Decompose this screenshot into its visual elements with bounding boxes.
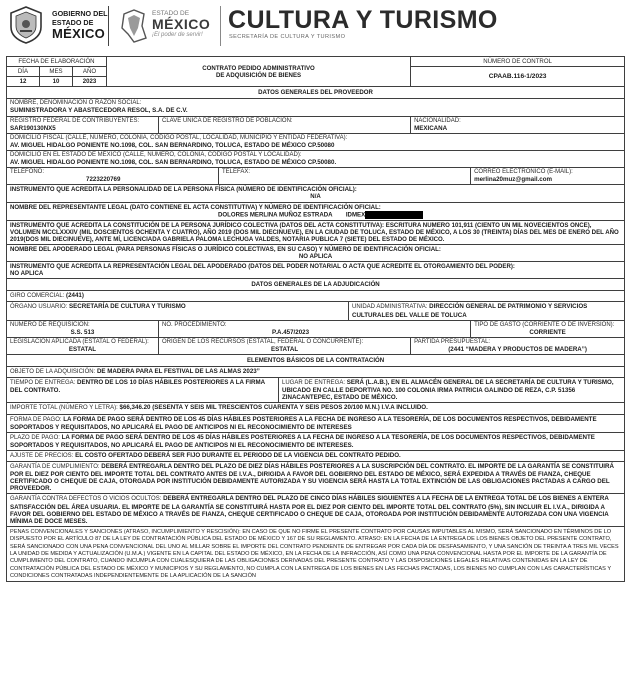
section-contratacion: ELEMENTOS BÁSICOS DE LA CONTRATACIÓN [7,355,625,367]
numero-control-label: NÚMERO DE CONTROL [411,57,625,67]
apoderado-legal: NOMBRE DEL APODERADO LEGAL (PARA PERSONAS FÍSICAS O JURÍDICO COLECTIVAS, EN SU CASO) Y NÚMERO DE IDENTIFICACIÓN OFICIAL: NO APLICA [7,244,625,261]
garantia-vicios-ocultos: GARANTÍA CONTRA DEFECTOS O VICIOS OCULTOS: DEBERÁ ENTREGARLA DENTRO DEL PLAZO DE CINCO DÍAS HÁBILES SIGUIENTES A LA FECHA DE LA ENTREGA TOTAL DE LOS BIENES A ENTERA SATISFACCIÓN DEL ÁREA USUARIA. EL IMPORTE DE LA GARANTÍA SE CONSTITUIRÁ HASTA POR EL DIEZ POR CIENTO DEL IMPORTE TOTAL DEL CONTRATO (5%), SIN INCLUIR EL I.V.A., DIRIGIDA A FAVOR DEL GOBIERNO DEL ESTADO DE MÉXICO A TRAVÉS DE FIANZA, CHEQUE CERTIFICADO O CHEQUE DE CAJA, OTORGADA POR INSTITUCIÓN DEBIDAMENTE AUTORIZADA CON UNA VIGENCIA MÍNIMA DE DOCE MESES. [7,494,625,526]
state-seal-icon [8,5,44,45]
penas-convencionales: PENAS CONVENCIONALES Y SANCIONES (ATRASO, INCUMPLIMIENTO Y RESCISIÓN): EN CASO DE QUE NO FIRME EL PRESENTE CONTRATO POR CAUSAS IMPUTABLES AL MISMO, SERÁ SANCIONADO EN TÉRMINOS DE LO DISPUESTO POR EL ARTÍCULO 87 DE LA LEY DE CONTRATACIÓN PÚBLICA DEL ESTADO DE MÉXICO Y 167 DE SU REGLAMENTO. ATRASO: EN LA FECHA DE LA ENTREGA DE LOS BIENES OBJETO DEL PRESENTE CONTRATO, SERÁ SANCIONADO CON UNA PENA CONVENCIONAL DEL UNO AL MILLAR SOBRE EL IMPORTE DEL CONTRATO PENDIENTE DE ENTREGAR POR CADA DÍA DE DESFASAMIENTO, Y UNA SANCIÓN DE TREINTA A TRES MIL VECES LA UNIDAD DE MEDIDA Y ACTUALIZACIÓN (U.M.A.) VIGENTE EN LA CAPITAL DEL ESTADO DE MÉXICO, EN LA FECHA DE LA INFRACCIÓN, ASÍ COMO UNA PENA CONVENCIONAL HASTA POR EL IMPORTE DE LA GARANTÍA DE CUMPLIMIENTO DEL CONTRATO, CUANDO INCUMPLA CON CUALESQUIERA DE LAS OBLIGACIONES DERIVADAS DEL PRESENTE CONTRATO Y LAS DISPOSICIONES LEGALES RELATIVAS CONTENIDAS EN LA LEY DE CONTRATACIÓN PÚBLICA DEL ESTADO DE MÉXICO Y MUNICIPIOS Y SU REGLAMENTO, NO CUMPLA CON LA ENTREGA DE LOS BIENES EN LAS FECHAS PACTADAS, LOS BIENES NO CUMPLAN CON LAS CARACTERÍSTICAS Y CONDICIONES CONTRATADAS INDEPENDIENTEMENTE DE LA APLICACIÓN DE LA SANCIÓN [7,526,625,581]
objeto-adquisicion: OBJETO DE LA ADQUISICIÓN: DE MADERA PARA EL FESTIVAL DE LAS ALMAS 2023” [7,367,625,378]
plazo-pago: PLAZO DE PAGO: LA FORMA DE PAGO SERÁ DENTRO DE LOS 45 DÍAS HÁBILES POSTERIORES A LA FECHA DE INGRESO A LA TESORERÍA, DE LOS DOCUMENTOS RESPECTIVOS, DEBIDAMENTE SOPORTADOS Y REQUISITADOS, NO APLICARÁ EL PAGO DE ANTICIPOS NI EL RECONOCIMIENTO DE INTERESES. [7,432,625,450]
giro-comercial: GIRO COMERCIAL: (2441) [7,291,625,302]
document-header [0,0,636,52]
tiempo-entrega: TIEMPO DE ENTREGA: DENTRO DE LOS 10 DÍAS HÁBILES POSTERIORES A LA FIRMA DEL CONTRATO. [7,378,279,403]
edomex-tagline: ¡El poder de servir! [152,32,203,38]
representante-nombre: DOLORES MERLINA MUÑOZ ESTRADA [218,211,333,219]
origen-recursos: ORIGEN DE LOS RECURSOS (ESTATAL, FEDERAL O CONCURRENTE): ESTATAL [159,337,411,354]
unidad-administrativa: UNIDAD ADMINISTRATIVA: DIRECCIÓN GENERAL DE PATRIMONIO Y SERVICIOS CULTURALES DEL VALLE DE TOLUCA [349,302,625,320]
edomex-small-text: ESTADO DE [152,10,190,17]
instrumento-persona-fisica: INSTRUMENTO QUE ACREDITA LA PERSONALIDAD DE LA PERSONA FÍSICA (NÚMERO DE IDENTIFICACIÓN OFICIAL): N/A [7,185,625,202]
ajuste-precios: AJUSTE DE PRECIOS: EL COSTO OFERTADO DEBERÁ SER FIJO DURANTE EL PERIODO DE LA VIGENCIA DEL CONTRATO PEDIDO. [7,450,625,461]
secretariat-title: CULTURA Y TURISMO [228,6,498,34]
nacionalidad-field: NACIONALIDAD: MEXICANA [411,116,625,133]
section-proveedor: DATOS GENERALES DEL PROVEEDOR [7,87,625,99]
domicilio-edomex-field: DOMICILIO EN EL ESTADO DE MÉXICO (CALLE, NÚMERO, COLONIA, CÓDIGO POSTAL Y LOCALIDAD): AV. MIGUEL HIDALGO PONIENTE NO.1098, COL. SAN BERNARDINO, TOLUCA, ESTADO DE MÉXICO CP.50080. [7,150,625,167]
rfc-field: REGISTRO FEDERAL DE CONTRIBUYENTES: SAR190130NX5 [7,116,159,133]
fecha-mes: 10 [40,77,73,87]
numero-requisicion: NÚMERO DE REQUISICIÓN: S.S. 513 [7,320,159,337]
contract-form-table [6,56,625,582]
representante-id: IDMEX [345,211,366,219]
instrumento-persona-moral: INSTRUMENTO QUE ACREDITA LA CONSTITUCIÓN DE LA PERSONA JURÍDICO COLECTIVA (DATOS DEL ACTA CONSTITUTIVA): ESCRITURA NUMERO 101,911 (CIENTO UN MIL NOVECIENTOS ONCE), VOLUMEN MCCLXXXIV (MIL DOSCIENTOS OCHENTA Y CUATRO), AÑO 2019 (DOS MIL DIECINUEVE), EN LA CIUDAD DE TOLUCA, ESTADO DE MÉXICO, A LOS 30 (TREINTA) DÍAS DEL MES DE ENERO DEL AÑO 2019(DOS MIL DIECINUEVE), ANTE MÍ, LICENCIADA GABRIELA PALOMA LECHUGA VALDES, NOTARIA PUBLICA 7 (SIETE) DEL ESTADO DE MÉXICO. [7,220,625,244]
dia-label: DÍA [7,67,40,77]
forma-pago: FORMA DE PAGO: LA FORMA DE PAGO SERÁ DENTRO DE LOS 45 DÍAS HÁBILES POSTERIORES A LA FECHA DE INGRESO A LA TESORERÍA, DE LOS DOCUMENTOS RESPECTIVOS, DEBIDAMENTE SOPORTADOS Y REQUISITADOS, NO APLICARÁ EL PAGO DE ANTICIPOS NI EL RECONOCIMIENTO DE INTERESES [7,414,625,432]
contract-title: CONTRATO PEDIDO ADMINISTRATIVO DE ADQUISICIÓN DE BIENES [107,57,411,87]
section-adjudicacion: DATOS GENERALES DE LA ADJUDICACIÓN [7,279,625,291]
lugar-entrega: LUGAR DE ENTREGA: SERÁ (L.A.B.), EN EL ALMACÉN GENERAL DE LA SECRETARÍA DE CULTURA Y TURISMO, UBICADO EN CALLE DEPORTIVA NO. 100 COLONIA IRMA PATRICIA GALINDO DE REZA, C.P. 51356 ZINACANTEPEC, ESTADO DE MÉXICO. [279,378,625,403]
domicilio-fiscal-field: DOMICILIO FISCAL (CALLE, NÚMERO, COLONIA, CÓDIGO POSTAL, LOCALIDAD, MUNICIPIO Y ENTIDAD FEDERATIVA): AV. MIGUEL HIDALGO PONIENTE NO.1098, COL. SAN BERNARDINO, TOLUCA, ESTADO DE MÉXICO CP.50080 [7,133,625,150]
garantia-cumplimiento: GARANTÍA DE CUMPLIMIENTO: DEBERÁ ENTREGARLA DENTRO DEL PLAZO DE DIEZ DÍAS HÁBILES POSTERIORES A LA SUSCRIPCIÓN DEL CONTRATO. EL IMPORTE DE LA GARANTÍA SE CONSTITUIRÁ POR EL DIEZ POR CIENTO DEL IMPORTE TOTAL DEL CONTRATO ANTES DE I.V.A., DIRIGIDA A FAVOR DEL GOBIERNO DEL ESTADO DE MÉXICO, SERÁ EXPEDIDA A TRAVÉS DE FIANZA, CHEQUE CERTIFICADO O CHEQUE DE CAJA, OTORGADA POR INSTITUCIÓN DEBIDAMENTE AUTORIZADA Y SU VIGENCIA SERÁ HASTA LA TOTAL EXTINCIÓN DE LAS OBLIGACIONES PACTADAS A CARGO DEL PROVEEDOR. [7,462,625,494]
header-divider [220,6,221,46]
partida-presupuestal: PARTIDA PRESUPUESTAL: (2441 “MADERA Y PRODUCTOS DE MADERA”) [411,337,625,354]
importe-total: IMPORTE TOTAL (NÚMERO Y LETRA): $66,346.20 (SESENTA Y SEIS MIL TRESCIENTOS CUARENTA Y SEIS PESOS 20/100 M.N.) I.V.A INCLUIDO. [7,403,625,414]
nombre-field: NOMBRE, DENOMINACIÓN O RAZÓN SOCIAL: SUMINISTRADORA Y ABASTECEDORA RESOL, S.A. DE C.V. [7,99,625,116]
telefax-field: TELEFAX: [219,168,471,185]
instrumento-apoderado: INSTRUMENTO QUE ACREDITA LA REPRESENTACIÓN LEGAL DEL APODERADO (DATOS DEL PODER NOTARIAL O ACTA QUE ACREDITE EL OTORGAMIENTO DEL PODER): NO APLICA [7,262,625,279]
government-name: GOBIERNO DEL ESTADO DE MÉXICO [52,9,108,41]
organo-usuario: ÓRGANO USUARIO: SECRETARÍA DE CULTURA Y TURISMO [7,302,349,320]
fecha-dia: 12 [7,77,40,87]
fecha-label: FECHA DE ELABORACIÓN [7,57,107,67]
legislacion-aplicada: LEGISLACIÓN APLICADA (ESTATAL O FEDERAL): ESTATAL [7,337,159,354]
anio-label: AÑO [73,67,107,77]
telefono-field: TELÉFONO: 7223220769 [7,168,219,185]
edomex-name: MÉXICO [152,16,211,32]
numero-control: CPAAB.116-1/2023 [411,67,625,87]
email-field: CORREO ELECTRÓNICO (E-MAIL): merlina20muz@gmail.com [471,168,625,185]
mes-label: MES [40,67,73,77]
fecha-anio: 2023 [73,77,107,87]
no-procedimiento: NO. PROCEDIMIENTO: P.A.457/2023 [159,320,471,337]
secretariat-subtitle: SECRETARÍA DE CULTURA Y TURISMO [229,34,346,40]
curp-field: CLAVE ÚNICA DE REGISTRO DE POBLACIÓN: [159,116,411,133]
representante-legal: NOMBRE DEL REPRESENTANTE LEGAL (DATO CONTIENE EL ACTA CONSTITUTIVA) Y NÚMERO DE IDENTIFICACIÓN OFICIAL: DOLORES MERLINA MUÑOZ ESTRADA IDMEX [7,202,625,220]
header-divider [108,6,109,46]
redaction-block [365,211,423,219]
tipo-gasto: TIPO DE GASTO (CORRIENTE O DE INVERSIÓN): CORRIENTE [471,320,625,337]
